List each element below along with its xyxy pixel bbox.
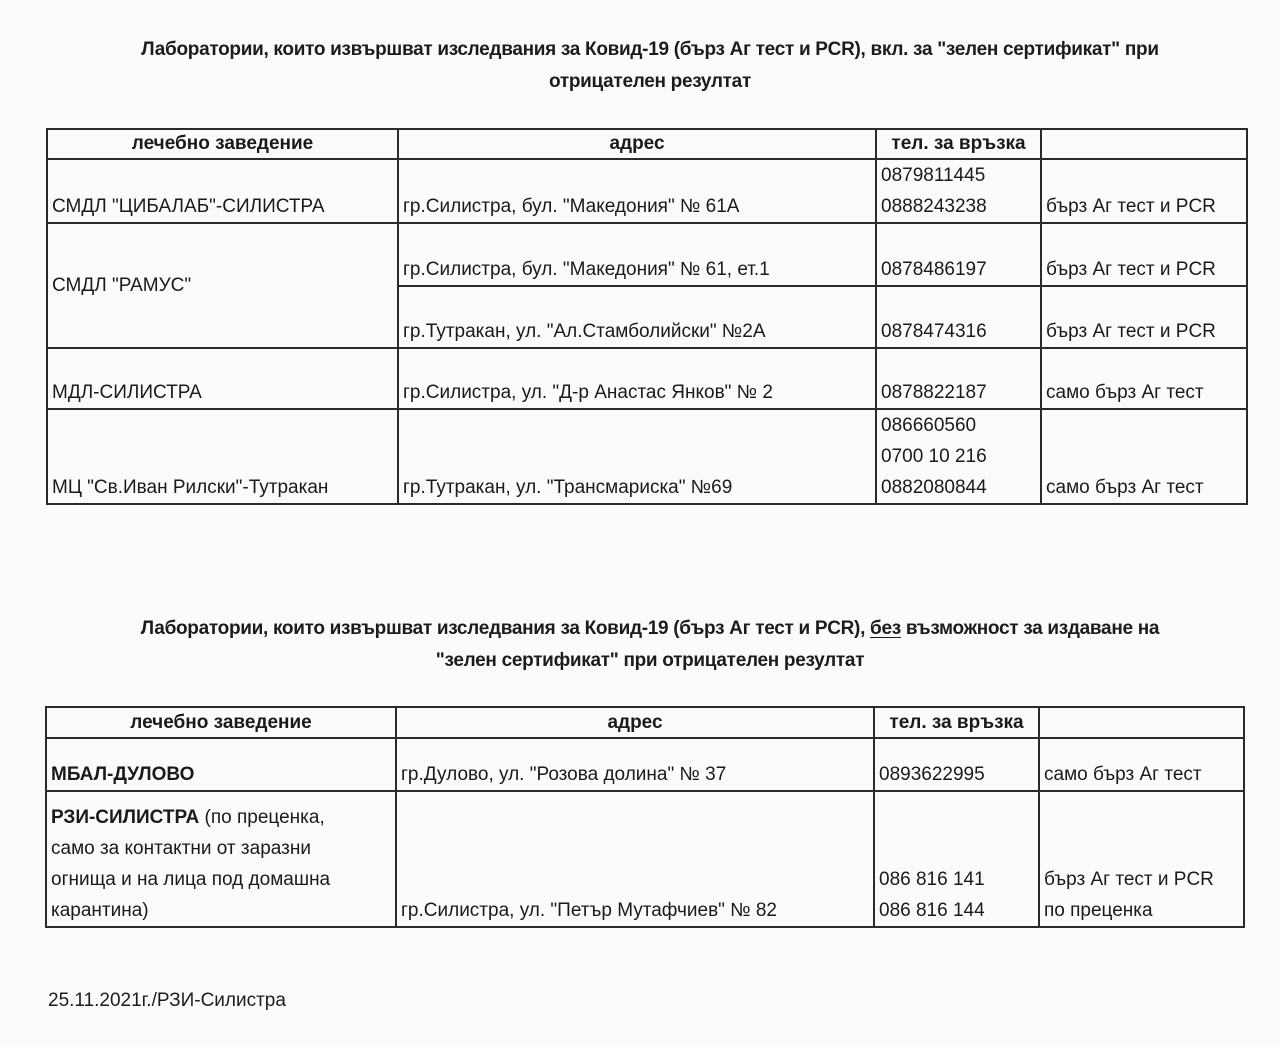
phone: 0879811445 [881, 165, 986, 186]
phone-cell [874, 738, 1039, 791]
footer-date-source: 25.11.2021г./РЗИ-Силистра [48, 990, 286, 1011]
address-cell: гр.Силистра, ул. "Д-р Анастас Янков" № 2 [398, 348, 876, 409]
phone: 086 816 141 [879, 869, 985, 890]
phone-cell [876, 159, 1041, 223]
facility-name: РЗИ-СИЛИСТРА [51, 807, 200, 828]
test-type-cell: само бърз Аг тест [1041, 348, 1247, 409]
section2-title-line2: "зелен сертификат" при отрицателен резултат [435, 650, 865, 671]
section2-title-line1: Лаборатории, които извършват изследвания за Ковид-19 (бърз Аг тест и PCR), без възможност за издаване на [140, 618, 1160, 639]
phone-cell [876, 286, 1041, 348]
address-cell: гр.Тутракан, ул. "Ал.Стамболийски" №2А [398, 286, 876, 348]
facility-cell: СМДЛ "РАМУС" [47, 223, 398, 348]
phone: 086 816 144 [879, 900, 985, 921]
facility-cell: МЦ "Св.Иван Рилски"-Тутракан [47, 409, 398, 504]
table-row [46, 738, 1244, 791]
address-cell: гр.Силистра, бул. "Македония" № 61, ет.1 [398, 223, 876, 286]
phone: 086660560 [881, 415, 977, 436]
test-type-cell: само бърз Аг тест [1039, 738, 1244, 791]
facility-cell: МДЛ-СИЛИСТРА [47, 348, 398, 409]
labs-with-certificate-table [46, 128, 1248, 505]
facility-cell: СМДЛ "ЦИБАЛАБ"-СИЛИСТРА [47, 159, 398, 223]
section2-title [40, 613, 1260, 677]
test-type-cell: бърз Аг тест и PCR по преценка [1039, 791, 1244, 927]
phone-cell [874, 791, 1039, 927]
test-type-cell: бърз Аг тест и PCR [1041, 159, 1247, 223]
address-cell: гр.Силистра, бул. "Македония" № 61А [398, 159, 876, 223]
test-type-cell: само бърз Аг тест [1041, 409, 1247, 504]
header-address: адрес [398, 129, 876, 159]
phone: 0878486197 [881, 259, 987, 280]
address-cell: гр.Силистра, ул. "Петър Мутафчиев" № 82 [396, 791, 874, 927]
header-test-type [1039, 707, 1244, 738]
header-facility: лечебно заведение [46, 707, 396, 738]
facility-cell: МБАЛ-ДУЛОВО [46, 738, 396, 791]
phone-cell [876, 409, 1041, 504]
phone: 0878822187 [881, 382, 987, 403]
section1-title [40, 34, 1260, 98]
phone: 0878474316 [881, 321, 987, 342]
phone: 0888243238 [881, 196, 987, 217]
table-row [47, 159, 1247, 223]
table-row [47, 348, 1247, 409]
phone: 0882080844 [881, 477, 987, 498]
header-phone: тел. за връзка [874, 707, 1039, 738]
phone: 0700 10 216 [881, 446, 987, 467]
phone-cell [876, 223, 1041, 286]
labs-without-certificate-table [45, 706, 1245, 928]
section1-title-line1: Лаборатории, които извършват изследвания за Ковид-19 (бърз Аг тест и PCR), вкл. за "зелен сертификат" при [141, 39, 1159, 60]
address-cell: гр.Тутракан, ул. "Трансмариска" №69 [398, 409, 876, 504]
section1-title-line2: отрицателен резултат [549, 71, 751, 92]
table-header-row [46, 707, 1244, 738]
table-row [47, 223, 1247, 286]
facility-note: карантина) [51, 900, 149, 921]
header-facility: лечебно заведение [47, 129, 398, 159]
facility-cell [46, 791, 396, 927]
table-row [47, 409, 1247, 504]
test-type-cell: бърз Аг тест и PCR [1041, 286, 1247, 348]
facility-note: огнища и на лица под домашна [51, 869, 331, 890]
table-header-row [47, 129, 1247, 159]
phone-cell [876, 348, 1041, 409]
test-type-cell: бърз Аг тест и PCR [1041, 223, 1247, 286]
facility-note: (по преценка, [199, 807, 325, 828]
header-phone: тел. за връзка [876, 129, 1041, 159]
facility-note: само за контактни от заразни [51, 838, 311, 859]
header-address: адрес [396, 707, 874, 738]
phone: 0893622995 [879, 764, 985, 785]
table-row [46, 791, 1244, 927]
header-test-type [1041, 129, 1247, 159]
address-cell: гр.Дулово, ул. "Розова долина" № 37 [396, 738, 874, 791]
emphasis-without: без [870, 618, 901, 639]
